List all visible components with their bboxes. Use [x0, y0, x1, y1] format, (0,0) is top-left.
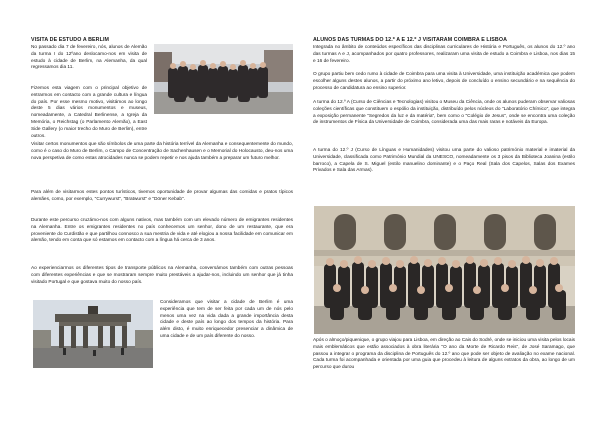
coimbra-group-image	[314, 206, 575, 334]
left-article-p5: Durante este percurso cruzámo-nos com alguns nativos, mas também com um elevado número de emigrantes residentes na Alemanha. Entre os emigrantes residentes no país conhecemos um senhor, dono de um restaurante, que era proveniente do Curdistão e que partilhou connosco a sua mestria de vida e até elogiou a nossa facilidade em comunicar em alemão, tendo em conta que só estamos em contacto com a língua há cerca de 3 anos.	[31, 218, 293, 244]
left-article-p3: Visitar certos monumentos que são símbolos de uma parte da história terrível da Alemanha e consequentemente do mundo, como é o caso do Muro de Berlim, o Campo de Concentração de Sachenhausen e o Memorial do Holocausto, deu-nos uma nova perspetiva de como estas atrocidades nunca se podem repetir e nos ajuda também a preparar um futuro melhor.	[31, 142, 293, 161]
left-article-p4: Para além de visitarmos estes pontos turísticos, tivemos oportunidade de provar algumas das comidas e pratos típicos alemães, como, por exemplo, "Currywurst", "Bratwurst" e "Döner Kebab".	[31, 190, 293, 202]
brandenburg-gate-image	[33, 300, 153, 368]
right-article-p2: O grupo partiu bem cedo rumo à cidade de Coimbra para uma visita à Universidade, uma instituição académica que podem escolher alguns destes alunos, a partir do próximo ano letivo, depois de concluído o ensino secundário e na sequência do processo de candidatura ao ensino superior.	[313, 72, 575, 91]
left-article-p7: Consideramos que visitar a cidade de Berlim é uma experiência que tem de ser feita por cada um de nós pelo menos uma vez na vida dada a grande importância desta cidade e deste país ao longo dos tempos da história. Para além disto, é muito enriquecedor presenciar a dinâmica de uma cidade e de um país diferente do nosso.	[160, 300, 293, 339]
left-article-p2-start	[31, 86, 147, 140]
left-article-p2: Fizemos esta viagem com o principal objetivo de entrarmos em contacto com a grande cultura e língua do país. Por esse mesmo motivo, visitámos ao longo deste 5 dias vários monumentos e museus, nomeadamente, a Catedral Berlinense, a Igreja da Memória, o Reichstag (o Parlamento Alemão), a East Side Gallery (o maior trecho do Muro de Berlim), entre outros.	[31, 86, 147, 139]
right-article-p4: A turma do 12.º J (Curso de Línguas e Humanidades) visitou uma parte do valioso património material e imaterial da Universidade, classificada como Património Mundial da UNESCO, nomeadamente os 3 pisos da Biblioteca Joanina (estilo barroco), a Capela de S. Miguel (estilo manuelino dominante) e o Paço Real (Sala dos Capelos, Salas dos Exames Privados e Sala das Armas).	[313, 148, 575, 174]
right-article-p1: Integrada no âmbito de conteúdos específicos das disciplinas curriculares de História e Português, os alunos do 12.º ano das turmas A e J, acompanhados por quatro professores, realizaram uma visita de estudo a Coimbra e Lisboa, nos dias 15 e 16 de fevereiro.	[313, 45, 575, 64]
right-article-p5: Após o almoço/piquenique, o grupo viajou para Lisboa, em direção ao Cais do Sodré, onde se iniciou uma visita pelos locais mais emblemáticos que estão associados à obra literária "O ano da Morte de Ricardo Reis", de José Saramago, que passou a integrar o programa da disciplina de Português do 12.º ano que pode ser objeto de avaliação no exame nacional. Cada turma foi acompanhada e orientada por uma guia que procedeu à leitura de alguns extratos da obra, ao longo de um percurso que durou	[313, 338, 575, 371]
coimbra-group-photo	[314, 206, 575, 334]
right-article-p3: A turma do 12.º A (Curso de Ciências e Tecnologias) visitou o Museu da Ciência, onde os alunos puderam observar valiosas coleções científicas que constituem o espólio da instituição, distribuído pelos núcleos do "Laboratório Chímico", que integra a exposição permanente "Segredos da luz e da matéria", bem como o "Colégio de Jesus", onde se encontra uma coleção de instrumentos de Física da Universidade de Coimbra, considerada uma das mais raras e notáveis da Europa.	[313, 100, 575, 126]
left-article-title: VISITA DE ESTUDO A BERLIM	[31, 37, 110, 43]
brandenburg-gate-photo	[33, 300, 153, 368]
right-article	[313, 0, 575, 424]
right-article-title: ALUNOS DAS TURMAS DO 12.º A E 12.º J VISITARAM COIMBRA E LISBOA	[313, 37, 508, 43]
left-article-intro: No passado dia 7 de fevereiro, nós, alunos de Alemão da turma I do 12ºano deslocamo-nos em visita de estudo à cidade de Berlim, na Alemanha, da qual regressamos dia 11.	[31, 45, 147, 71]
group-photo-berlin-image	[154, 44, 293, 114]
left-article-p6: Ao experienciarmos os diferentes tipos de transporte públicos na Alemanha, conversámos também com outras pessoas com diferentes experiências e que se mostraram sempre muito prestáveis a ajudar-nos, incluindo um senhor que já tinha visitado Portugal e que gostava muito do nosso país.	[31, 266, 293, 285]
group-photo-berlin	[154, 44, 293, 114]
left-article	[31, 0, 293, 424]
